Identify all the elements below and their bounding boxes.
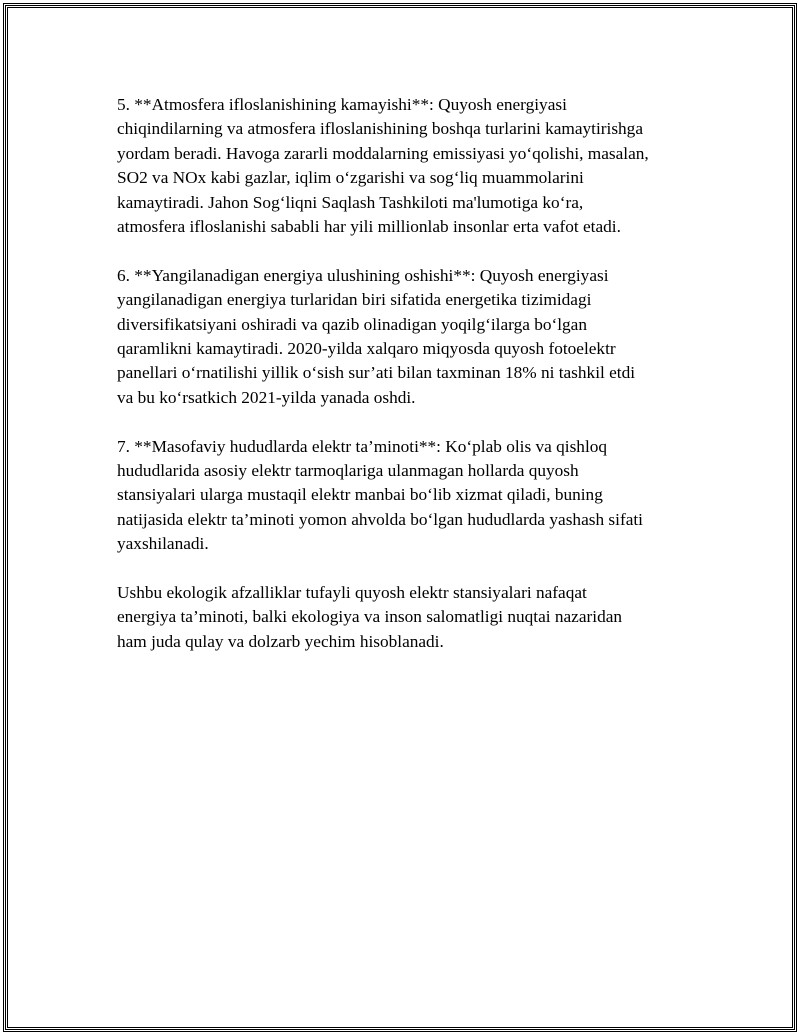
text-line: chiqindilarning va atmosfera ifloslanishining boshqa turlarini kamaytirishga <box>117 119 643 139</box>
paragraph-atmospheric-pollution <box>117 93 697 239</box>
text-line: panellari o‘rnatilishi yillik o‘sish sur’ati bilan taxminan 18% ni tashkil etdi <box>117 363 636 383</box>
text-line: qaramlikni kamaytiradi. 2020-yilda xalqaro miqyosda quyosh fotoelektr <box>117 339 616 359</box>
text-line: kamaytiradi. Jahon Sog‘liqni Saqlash Tashkiloti ma'lumotiga ko‘ra, <box>117 192 584 212</box>
text-line: ham juda qulay va dolzarb yechim hisoblanadi. <box>117 631 444 651</box>
text-line: yaxshilanadi. <box>117 534 209 554</box>
text-line: energiya ta’minoti, balki ekologiya va inson salomatligi nuqtai nazaridan <box>117 607 623 627</box>
paragraph-conclusion <box>117 581 697 654</box>
text-line: 5. **Atmosfera ifloslanishining kamayishi**: Quyosh energiyasi <box>117 95 567 114</box>
document-body <box>117 93 697 679</box>
text-line: 6. **Yangilanadigan energiya ulushining oshishi**: Quyosh energiyasi <box>117 265 609 285</box>
text-line: SO2 va NOx kabi gazlar, iqlim o‘zgarishi va sog‘liq muammolarini <box>117 168 584 188</box>
text-line: hududlarida asosiy elektr tarmoqlariga ulanmagan hollarda quyosh <box>117 461 579 481</box>
text-line: yordam beradi. Havoga zararli moddalarning emissiyasi yo‘qolishi, masalan, <box>117 143 649 163</box>
text-line: diversifikatsiyani oshiradi va qazib olinadigan yoqilg‘ilarga bo‘lgan <box>117 314 587 334</box>
text-line: atmosfera ifloslanishi sababli har yili millionlab insonlar erta vafot etadi. <box>117 217 621 237</box>
text-line: natijasida elektr ta’minoti yomon ahvolda bo‘lgan hududlarda yashash sifati <box>117 509 643 529</box>
text-line: Ushbu ekologik afzalliklar tufayli quyosh elektr stansiyalari nafaqat <box>117 583 587 603</box>
paragraph-remote-areas <box>117 435 697 557</box>
text-line: yangilanadigan energiya turlaridan biri sifatida energetika tizimidagi <box>117 290 592 310</box>
text-line: stansiyalari ularga mustaqil elektr manbai bo‘lib xizmat qiladi, buning <box>117 485 603 505</box>
text-line: 7. **Masofaviy hududlarda elektr ta’minoti**: Ko‘plab olis va qishloq <box>117 436 608 456</box>
paragraph-renewable-share <box>117 264 697 410</box>
text-line: va bu ko‘rsatkich 2021-yilda yanada oshdi. <box>117 387 416 407</box>
